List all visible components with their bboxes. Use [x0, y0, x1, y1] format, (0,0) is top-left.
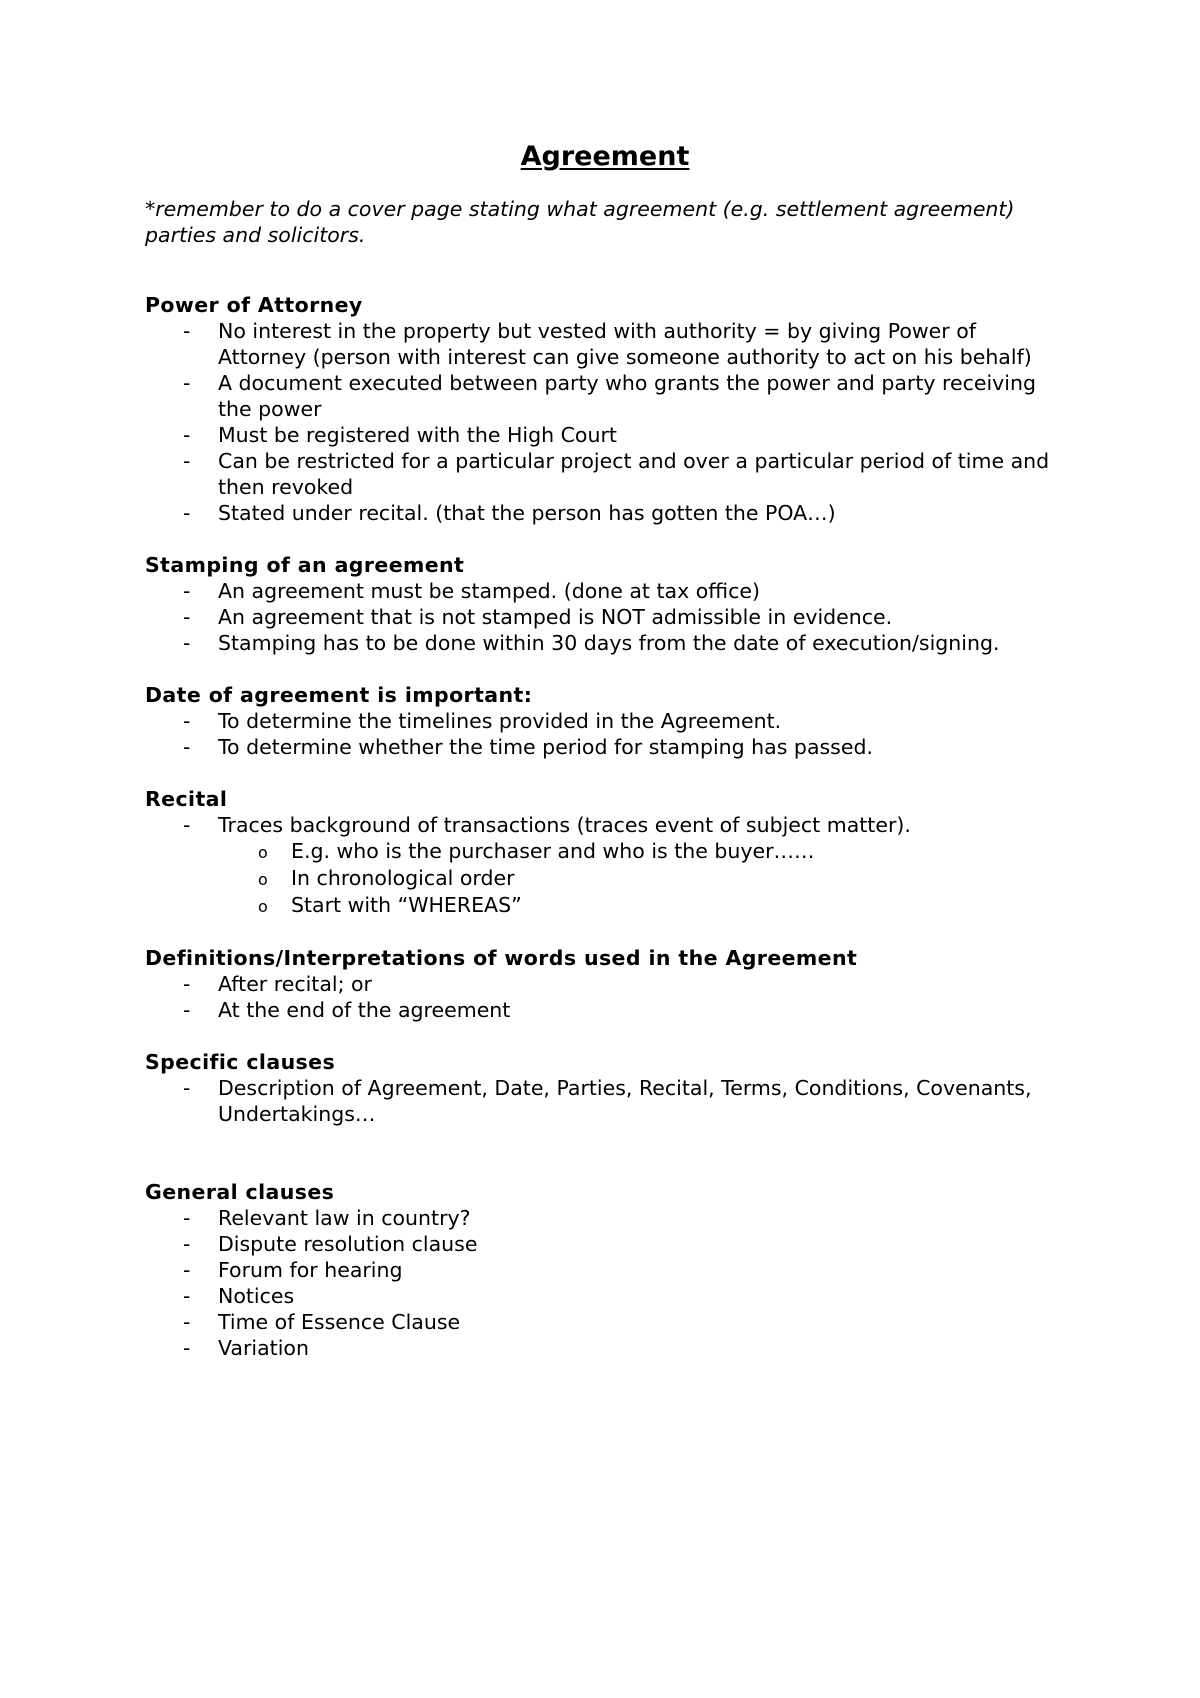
sub-list-item-text: Start with “WHEREAS” [291, 893, 522, 917]
list-item-text: To determine whether the time period for stamping has passed. [218, 735, 874, 759]
list-item [145, 708, 1065, 734]
cover-page-note: *remember to do a cover page stating what agreement (e.g. settlement agreement) parties and solicitors. [145, 197, 1015, 247]
section-definitions [145, 945, 1065, 1023]
bullet-dash: - [183, 1284, 191, 1308]
list-item [145, 422, 1065, 448]
sub-list-item [145, 892, 1065, 919]
list-item [145, 1231, 1065, 1257]
bullet-dash: - [183, 631, 191, 655]
sub-bullet-marker: o [258, 870, 268, 889]
list-item-text: Notices [218, 1284, 295, 1308]
section-heading: Power of Attorney [145, 293, 363, 317]
bullet-list [145, 812, 1065, 838]
list-item [145, 812, 1065, 838]
list-item [145, 1283, 1065, 1309]
list-item-text: An agreement must be stamped. (done at tax office) [218, 579, 760, 603]
bullet-dash: - [183, 998, 191, 1022]
sub-list-item-text: In chronological order [291, 866, 515, 890]
bullet-dash: - [183, 813, 191, 837]
list-item [145, 500, 1065, 526]
bullet-list [145, 1075, 1065, 1127]
bullet-dash: - [183, 1258, 191, 1282]
document-body [145, 140, 1065, 1361]
list-item-text: After recital; or [218, 972, 372, 996]
list-item-text: Relevant law in country? [218, 1206, 471, 1230]
bullet-dash: - [183, 319, 191, 343]
list-item [145, 1205, 1065, 1231]
list-item-text: Dispute resolution clause [218, 1232, 478, 1256]
bullet-list [145, 1205, 1065, 1361]
bullet-dash: - [183, 972, 191, 996]
list-item-text: Forum for hearing [218, 1258, 403, 1282]
list-item-text: Traces background of transactions (traces event of subject matter). [218, 813, 911, 837]
bullet-dash: - [183, 1232, 191, 1256]
bullet-dash: - [183, 1206, 191, 1230]
bullet-dash: - [183, 1076, 191, 1100]
list-item [145, 318, 1065, 370]
section-heading: Definitions/Interpretations of words used in the Agreement [145, 946, 858, 970]
sub-bullet-marker: o [258, 843, 268, 862]
list-item-text: Must be registered with the High Court [218, 423, 617, 447]
section-specific-clauses [145, 1049, 1065, 1127]
bullet-dash: - [183, 709, 191, 733]
section-heading: Specific clauses [145, 1050, 336, 1074]
list-item [145, 578, 1065, 604]
list-item [145, 1075, 1065, 1127]
section-heading: General clauses [145, 1180, 335, 1204]
sub-bullet-list [145, 838, 1065, 919]
section-heading: Recital [145, 787, 228, 811]
sub-list-item [145, 865, 1065, 892]
list-item [145, 604, 1065, 630]
list-item-text: Stated under recital. (that the person has gotten the POA…) [218, 501, 836, 525]
bullet-list [145, 708, 1065, 760]
bullet-dash: - [183, 449, 191, 473]
list-item-text: No interest in the property but vested with authority = by giving Power of Attorney (person with interest can give someone authority to act on his behalf) [218, 319, 1032, 369]
section-date-of-agreement [145, 682, 1065, 760]
list-item [145, 1309, 1065, 1335]
list-item [145, 734, 1065, 760]
sub-list-item-text: E.g. who is the purchaser and who is the buyer…… [291, 839, 815, 863]
list-item [145, 630, 1065, 656]
bullet-list [145, 971, 1065, 1023]
list-item-text: A document executed between party who grants the power and party receiving the power [218, 371, 1037, 421]
bullet-dash: - [183, 579, 191, 603]
section-heading: Stamping of an agreement [145, 553, 465, 577]
list-item-text: Stamping has to be done within 30 days from the date of execution/signing. [218, 631, 1000, 655]
list-item-text: At the end of the agreement [218, 998, 511, 1022]
section-power-of-attorney [145, 292, 1065, 526]
bullet-dash: - [183, 371, 191, 395]
list-item-text: To determine the timelines provided in the Agreement. [218, 709, 782, 733]
bullet-list [145, 318, 1065, 526]
section-general-clauses [145, 1179, 1065, 1361]
sub-list-item [145, 838, 1065, 865]
bullet-dash: - [183, 1336, 191, 1360]
list-item [145, 971, 1065, 997]
sub-bullet-marker: o [258, 897, 268, 916]
list-item-text: Can be restricted for a particular project and over a particular period of time and then revoked [218, 449, 1050, 499]
list-item-text: An agreement that is not stamped is NOT admissible in evidence. [218, 605, 893, 629]
bullet-dash: - [183, 501, 191, 525]
list-item [145, 997, 1065, 1023]
list-item [145, 1257, 1065, 1283]
bullet-dash: - [183, 423, 191, 447]
list-item-text: Time of Essence Clause [218, 1310, 461, 1334]
bullet-dash: - [183, 735, 191, 759]
list-item [145, 370, 1065, 422]
bullet-dash: - [183, 1310, 191, 1334]
section-heading: Date of agreement is important: [145, 683, 533, 707]
list-item-text: Description of Agreement, Date, Parties, Recital, Terms, Conditions, Covenants, Undertakings… [218, 1076, 1032, 1126]
list-item [145, 1335, 1065, 1361]
list-item-text: Variation [218, 1336, 309, 1360]
list-item [145, 448, 1065, 500]
section-stamping [145, 552, 1065, 656]
section-recital [145, 786, 1065, 919]
bullet-dash: - [183, 605, 191, 629]
bullet-list [145, 578, 1065, 656]
document-title: Agreement [520, 141, 690, 172]
